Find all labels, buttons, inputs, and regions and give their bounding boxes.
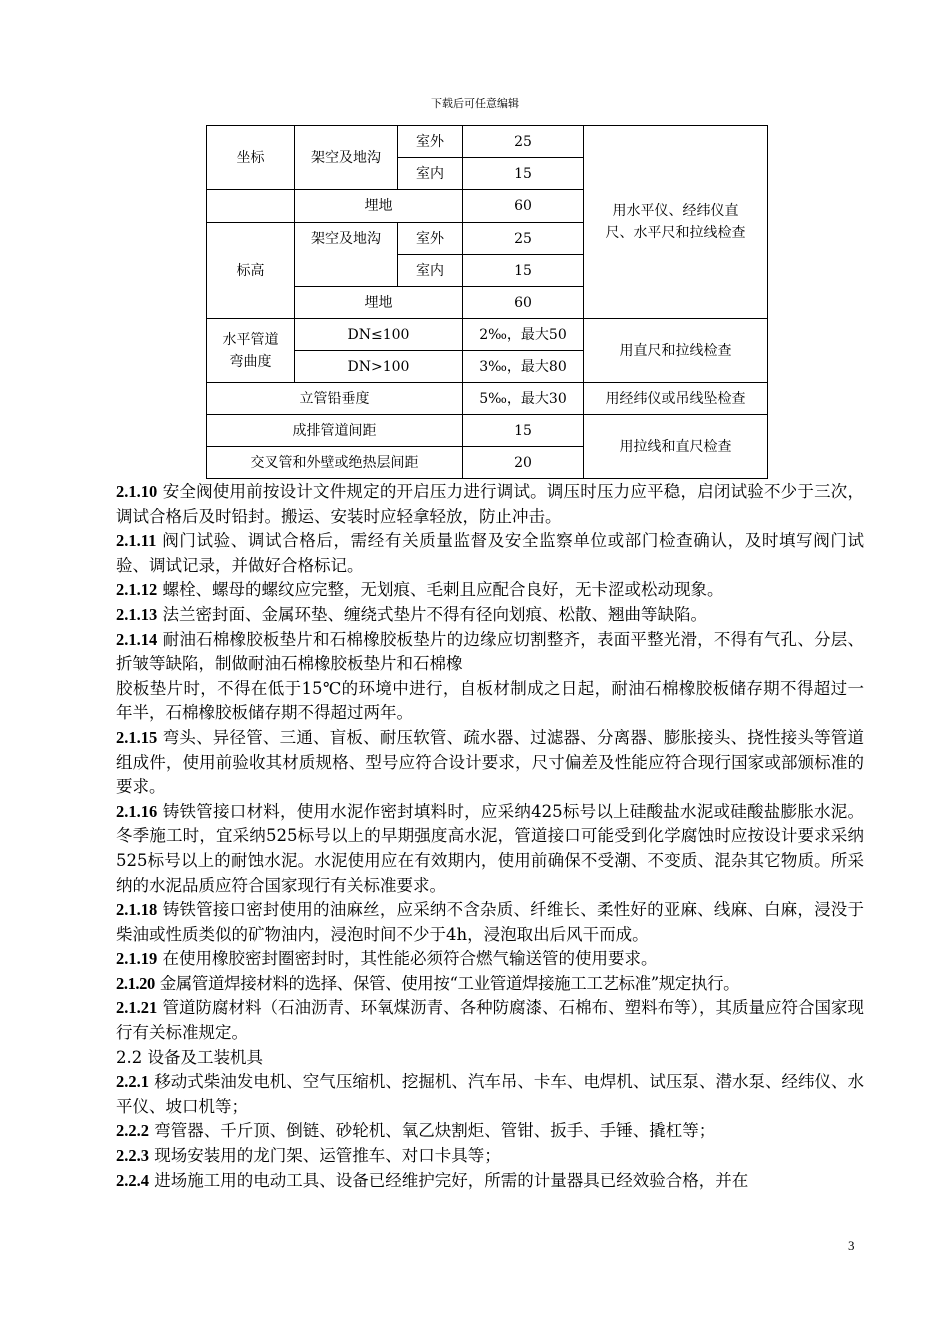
cell-value: 2‰，最大50: [463, 319, 584, 351]
paragraph: 2.1.18 铸铁管接口密封使用的油麻丝，应采纳不含杂质、纤维长、柔性好的亚麻、线麻、白麻，浸没于柴油或性质类似的矿物油内，浸泡时间不少于4h，浸泡取出后风干而成。: [116, 900, 864, 944]
cell-empty: [207, 190, 295, 223]
paragraph: 2.2.4 进场施工用的电动工具、设备已经维护完好，所需的计量器具已经效验合格，并在: [116, 1170, 749, 1190]
cell-empty: [295, 255, 398, 287]
cell-elev: 标高: [207, 223, 295, 319]
cell-vertical: 立管铅垂度: [207, 383, 463, 415]
cell-method: 用水平仪、经纬仪直尺、水平尺和拉线检查: [584, 126, 768, 319]
cell-outdoor: 室外: [398, 223, 463, 255]
cell-value: 20: [463, 447, 584, 479]
paragraph: 2.1.20 金属管道焊接材料的选择、保管、使用按“工业管道焊接施工工艺标准”规定执行。: [116, 973, 740, 993]
cell-indoor: 室内: [398, 158, 463, 190]
paragraph: 2.1.21 管道防腐材料（石油沥青、环氧煤沥青、各种防腐漆、石棉布、塑料布等），其质量应符合国家现行有关标准规定。: [116, 998, 864, 1043]
cell-indoor: 室内: [398, 255, 463, 287]
cell-dn-gt100: DN>100: [295, 351, 463, 383]
cell-coord: 坐标: [207, 126, 295, 190]
cell-value: 15: [463, 158, 584, 190]
cell-method: 用直尺和拉线检查: [584, 319, 768, 383]
cell-dn-le100: DN≤100: [295, 319, 463, 351]
cell-value: 15: [463, 415, 584, 447]
paragraph: 2.1.13 法兰密封面、金属环垫、缠绕式垫片不得有径向划痕、松散、翘曲等缺陷。: [116, 604, 707, 624]
body-text: [116, 480, 864, 1193]
paragraph: 2.1.14 耐油石棉橡胶板垫片和石棉橡胶板垫片的边缘应切割整齐，表面平整光滑，不得有气孔、分层、折皱等缺陷，制做耐油石棉橡胶板垫片和石棉橡: [116, 629, 864, 674]
cell-spacing: 成排管道间距: [207, 415, 463, 447]
cell-value: 15: [463, 255, 584, 287]
cell-value: 60: [463, 190, 584, 223]
paragraph: 2.2.3 现场安装用的龙门架、运管推车、对口卡具等；: [116, 1146, 501, 1166]
cell-value: 60: [463, 287, 584, 319]
cell-cross: 交叉管和外壁或绝热层间距: [207, 447, 463, 479]
section-heading: 2.2 设备及工装机具: [116, 1047, 263, 1067]
tolerance-table: [206, 125, 768, 479]
cell-method: 用经纬仪或吊线坠检查: [584, 383, 768, 415]
cell-method: 用拉线和直尺检查: [584, 415, 768, 479]
cell-aerial: 架空及地沟: [295, 223, 398, 255]
cell-hbend: 水平管道弯曲度: [207, 319, 295, 383]
paragraph: 2.1.10 安全阀使用前按设计文件规定的开启压力进行调试。调压时压力应平稳，启闭试验不少于三次，调试合格后及时铅封。搬运、安装时应轻拿轻放，防止冲击。: [116, 482, 864, 526]
paragraph: 2.1.12 螺栓、螺母的螺纹应完整，无划痕、毛刺且应配合良好，无卡涩或松动现象。: [116, 580, 724, 600]
cell-buried: 埋地: [295, 190, 463, 223]
cell-outdoor: 室外: [398, 126, 463, 158]
paragraph: 2.2.1 移动式柴油发电机、空气压缩机、挖掘机、汽车吊、卡车、电焊机、试压泵、潜水泵、经纬仪、水平仪、坡口机等；: [116, 1072, 864, 1116]
paragraph: 2.2.2 弯管器、千斤顶、倒链、砂轮机、氧乙炔割炬、管钳、扳手、手锤、撬杠等；: [116, 1121, 716, 1141]
cell-aerial: 架空及地沟: [295, 126, 398, 190]
paragraph: 2.1.19 在使用橡胶密封圈密封时，其性能必须符合燃气输送管的使用要求。: [116, 949, 658, 969]
page-number: 3: [848, 1238, 855, 1253]
paragraph: 胶板垫片时，不得在低于15℃的环境中进行，自板材制成之日起，耐油石棉橡胶板储存期不得超过一年半，石棉橡胶板储存期不得超过两年。: [116, 678, 864, 723]
cell-value: 3‰，最大80: [463, 351, 584, 383]
cell-value: 25: [463, 126, 584, 158]
page-header: 下载后可任意编辑: [431, 97, 519, 110]
paragraph: 2.1.15 弯头、异径管、三通、盲板、耐压软管、疏水器、过滤器、分离器、膨胀接头、挠性接头等管道组成件，使用前验收其材质规格、型号应符合设计要求，尺寸偏差及性能应符合现行国家或部颁标准的要求。: [116, 727, 864, 797]
paragraph: 2.1.16 铸铁管接口材料，使用水泥作密封填料时，应采纳425标号以上硅酸盐水泥或硅酸盐膨胀水泥。冬季施工时，宜采纳525标号以上的早期强度高水泥，管道接口可能受到化学腐蚀时应按设计要求采纳525标号以上的耐蚀水泥。水泥使用应在有效期内，使用前确保不受潮、不变质、混杂其它物质。所采纳的水泥品质应符合国家现行有关标准要求。: [116, 801, 864, 895]
cell-value: 25: [463, 223, 584, 255]
cell-buried: 埋地: [295, 287, 463, 319]
cell-value: 5‰，最大30: [463, 383, 584, 415]
paragraph: 2.1.11 阀门试验、调试合格后，需经有关质量监督及安全监察单位或部门检查确认，及时填写阀门试验、调试记录，并做好合格标记。: [116, 531, 864, 575]
